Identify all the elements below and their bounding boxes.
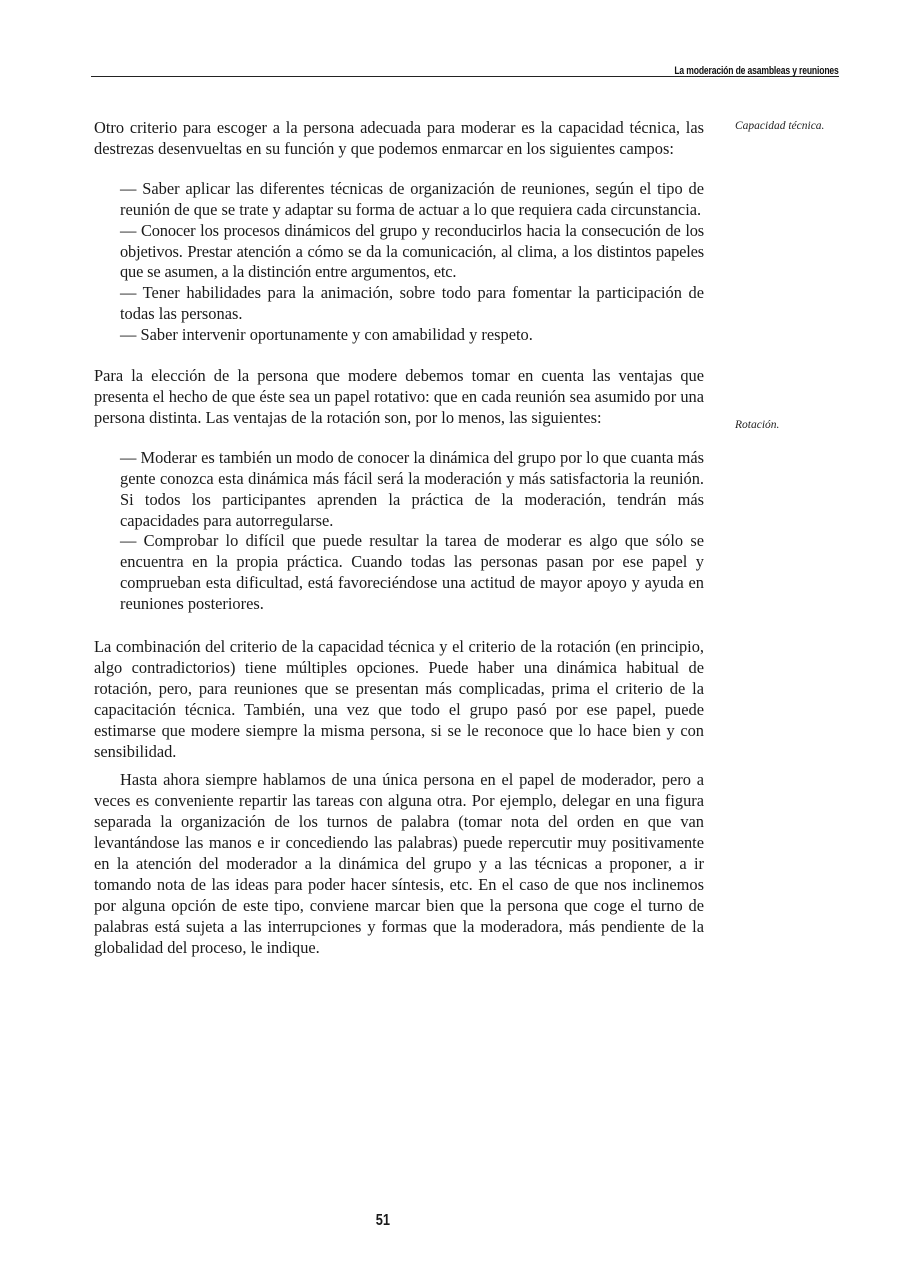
page-number bbox=[0, 1212, 765, 1230]
body-text bbox=[94, 118, 704, 959]
list-item: — Saber aplicar las diferentes técnicas de organización de reuniones, según el tipo de reunión de que se trate y adaptar su forma de actuar a lo que requiera cada circunstancia. bbox=[120, 178, 704, 219]
paragraph-capacidad: Otro criterio para escoger a la persona adecuada para moderar es la capacidad técnica, las destrezas desenvueltas en su función y que podemos enmarcar en los siguientes campos: bbox=[94, 118, 704, 158]
list-item: — Conocer los procesos dinámicos del grupo y reconducirlos hacia la consecución de los objetivos. Prestar atención a cómo se da la comunicación, al clima, a los distintos papeles que se asumen, a la distinción entre argumentos, etc. bbox=[120, 220, 704, 282]
list-item: — Moderar es también un modo de conocer la dinámica del grupo por lo que cuanta más gente conozca esta dinámica más fácil será la moderación y más satisfactoria la reunión. Si todos los participantes aprenden la práctica de la moderación, tendrán más capacidades para autorregularse. bbox=[120, 447, 704, 530]
list-capacidad bbox=[94, 179, 704, 346]
list-rotacion bbox=[94, 448, 704, 615]
paragraph-reparto: Hasta ahora siempre hablamos de una única persona en el papel de moderador, pero a veces es conveniente repartir las tareas con alguna otra. Por ejemplo, delegar en una figura separada la organización de los turnos de palabra (tomar nota del orden en que van levantándose las manos e ir concediendo las palabras) puede repercutir muy positivamente en la atención del moderador a la dinámica del grupo y a las técnicas a proponer, a ir tomando nota de las ideas para poder hacer síntesis, etc. En el caso de que nos inclinemos por alguna opción de este tipo, conviene marcar bien que la persona que coge el turno de palabras está sujeta a las interrupciones y formas que la moderadora, más pendiente de la globalidad del proceso, le indique. bbox=[94, 770, 704, 957]
page-number-text: 51 bbox=[375, 1212, 390, 1229]
paragraph-combinacion: La combinación del criterio de la capacidad técnica y el criterio de la rotación (en principio, algo contradictorios) tiene múltiples opciones. Puede haber una dinámica habitual de rotación, pero, para reuniones que se presentan más complicadas, prima el criterio de la capacitación técnica. También, una vez que todo el grupo pasó por ese papel, puede estimarse que modere siempre la misma persona, si se le reconoce que lo hace bien y con sensibilidad. bbox=[94, 637, 704, 761]
running-title: La moderación de asambleas y reuniones bbox=[674, 65, 839, 77]
margin-note-rotacion: Rotación. bbox=[735, 419, 780, 431]
list-item: — Tener habilidades para la animación, sobre todo para fomentar la participación de todas las personas. bbox=[120, 283, 704, 324]
running-header bbox=[91, 58, 839, 77]
list-item: — Comprobar lo difícil que puede resultar la tarea de moderar es algo que sólo se encuentra en la propia práctica. Cuando todas las personas pasan por ese papel y comprueban esta dificultad, está favoreciéndose una actitud de mayor apoyo y ayuda en reuniones posteriores. bbox=[120, 531, 704, 614]
margin-note-capacidad: Capacidad técnica. bbox=[735, 120, 825, 132]
list-item: — Saber intervenir oportunamente y con amabilidad y respeto. bbox=[120, 325, 533, 345]
paragraph-rotacion: Para la elección de la persona que modere debemos tomar en cuenta las ventajas que presenta el hecho de que éste sea un papel rotativo: que en cada reunión sea asumido por una persona distinta. Las ventajas de la rotación son, por lo menos, las siguientes: bbox=[94, 366, 704, 427]
